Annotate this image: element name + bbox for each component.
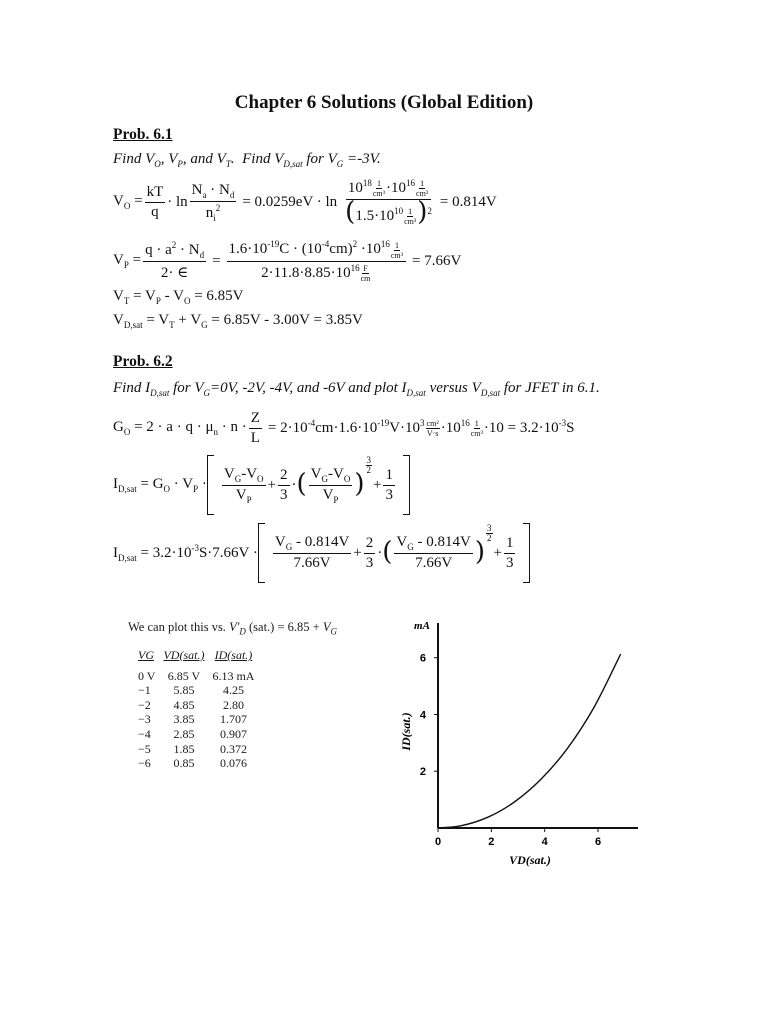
table-row: −5 1.85 0.372 (138, 741, 247, 756)
x-tick-label: 6 (594, 836, 602, 848)
prob-6-2-task: Find $I_{D,sat}$ for $V_G=0V$, -2V, -4V, and -6V and plot $I_{D,sat}$ versus $V_{D,sat}$ for JFET in 6.1. (113, 380, 600, 398)
col-header-id: ID(sat.) (214, 648, 253, 662)
x-tick-label: 4 (541, 836, 548, 848)
equation-vp: $V_P$ = $\frac{q \cdot a^2 \cdot N_d}{2\cdot \in}$ = $1.6\cdot 10^{-19}C \cdot (10^{-4}cm)^2 \cdot 10^{16}$ $\frac{1}{\text{cm³}}$ $2\cdot 11.8\cdot 8.85\cdot 10^{16}$ $\frac{F}{cm}$ = 7.66V (113, 239, 462, 283)
y-tick-label: 4 (419, 709, 426, 722)
page-title: Chapter 6 Solutions (Global Edition) (234, 92, 534, 113)
equation-go: $G_O = 2 \cdot a \cdot q \cdot \mu_n \cdot n$ · $\frac{Z}{L}$ = $2\cdot 10^{-4}cm\cdot 1.6\cdot 10^{-19}V\cdot 10^3$ $\frac{\text{cm²}}{V\cdot s}$ $\cdot 10^{16}$ $\frac{1}{\text{cm³}}$ $\cdot 10 = 3.2\cdot 10^{-3}S$ (113, 409, 575, 446)
data-table (134, 648, 258, 771)
prob-6-1-heading: Prob. 6.1 (113, 126, 173, 143)
prob-6-2-heading: Prob. 6.2 (113, 353, 173, 370)
table-row: −3 3.85 1.707 (138, 712, 247, 727)
col-header-vg: VG (138, 648, 154, 662)
equation-vt: $V_T = V_P - V_O = 6.85V$ (113, 288, 244, 306)
y-axis-label: ID(sat.) (399, 712, 413, 751)
id-vs-vd-chart (380, 605, 660, 875)
table-row: −6 0.85 0.076 (138, 756, 247, 771)
equation-vo: $V_O$ = $\frac{kT}{q}$ · ln $\frac{N_a \cdot N_d}{n_i^2}$ = 0.0259eV · ln $10^{18}$ $\frac{1}{\text{cm³}}$ $\cdot 10^{16}$ $\frac{1}{\text{cm³}}$ ($1.5\cdot 10^{10}$ $\frac{1}{\text{cm³}}$ )$^2$ = 0.814V (113, 177, 497, 227)
x-tick-label: 2 (488, 836, 495, 848)
table-row: 0 V 6.85 V 6.13 mA (138, 668, 255, 683)
equation-vdsat: $V_{D,sat} = V_T + V_G = 6.85V - 3.00V = 3.85V$ (113, 312, 363, 330)
prob-6-1-task: Find $V_O$, $V_P$, and $V_T$. Find $V_{D,sat}$ for $V_G =-3V$. (113, 151, 381, 169)
x-tick-label: 0 (434, 836, 442, 848)
y-tick-label: 2 (419, 766, 426, 779)
series-line-id-sat (438, 654, 621, 828)
equation-id-general: $I_{D,sat} = G_O \cdot V_P$ · $\frac{V_G-V_O}{V_P}$ + $\frac{2}{3}$ · ( $\frac{V_G-V_O}{V_P}$ ) 3 2 + $\frac{1}{3}$ (113, 454, 410, 516)
table-row: −4 2.85 0.907 (138, 726, 247, 741)
table-row: −1 5.85 4.25 (138, 683, 244, 698)
equation-id-numeric: $I_{D,sat} = 3.2\cdot 10^{-3}S\cdot 7.66V$ · $\frac{V_G - 0.814V}{7.66V}$ + $\frac{2}{3}$ · ( $\frac{V_G - 0.814V}{7.66V}$ ) 3 2 + $\frac{1}{3}$ (113, 522, 530, 584)
col-header-vd: VD(sat.) (163, 648, 205, 662)
x-axis-label: VD(sat.) (509, 853, 551, 867)
y-tick-label: 6 (419, 652, 426, 665)
y-axis-unit: mA (414, 620, 430, 632)
table-row: −2 4.85 2.80 (138, 697, 244, 712)
plot-intro: We can plot this vs. $V'_D$ $(sat.) = 6.85 + V_G$ (128, 620, 337, 637)
